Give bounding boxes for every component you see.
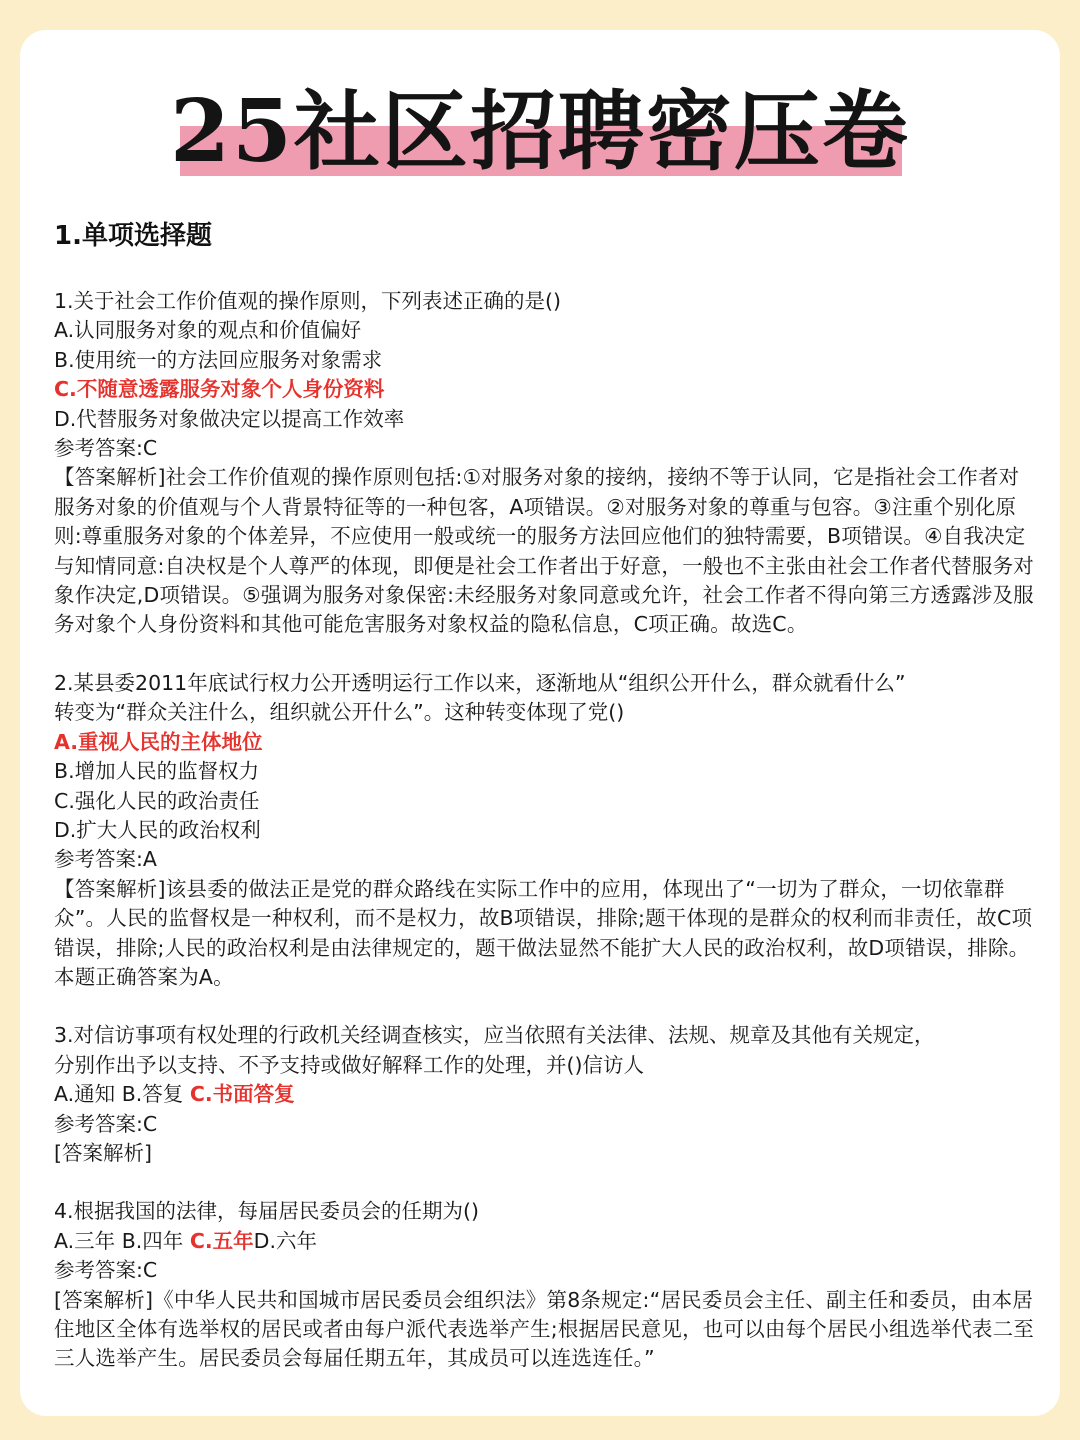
question-4-answer: 参考答案:C (54, 1258, 158, 1283)
question-1 (54, 287, 1040, 640)
page-title: 25社区招聘密压卷 (170, 81, 910, 182)
question-3-option-b: B.答复 (121, 1082, 190, 1107)
question-2-option-a-correct: A.重视人民的主体地位 (54, 729, 263, 754)
question-3-option-a: A.通知 (54, 1082, 122, 1107)
question-2-stem-line-2: 转变为“群众关注什么，组织就公开什么”。这种转变体现了党() (54, 700, 625, 725)
question-3-answer: 参考答案:C (54, 1111, 158, 1136)
content-card (20, 30, 1060, 1416)
section-heading: 1.单项选择题 (54, 221, 212, 251)
question-4-analysis: [答案解析]《中华人民共和国城市居民委员会组织法》第8条规定:“居民委员会主任、副主任和委员，由本居住地区全体有选举权的居民或者由每户派代表选举产生;根据居民意见，也可以由每个居民小组选举代表二至三人选举产生。居民委员会每届任期五年，其成员可以连选连任。” (54, 1287, 1035, 1371)
question-1-option-a: A.认同服务对象的观点和价值偏好 (54, 318, 362, 343)
question-4-options (54, 1227, 1040, 1256)
question-3-option-c-correct: C.书面答复 (189, 1082, 295, 1107)
question-3-stem-line-1: 3.对信访事项有权处理的行政机关经调查核实，应当依照有关法律、法规、规章及其他有关规定， (54, 1023, 935, 1048)
question-1-analysis: 【答案解析]社会工作价值观的操作原则包括:①对服务对象的接纳，接纳不等于认同，它是指社会工作者对服务对象的价值观与个人背景特征等的一种包客，A项错误。②对服务对象的尊重与包容。③注重个别化原则:尊重服务对象的个体差异，不应使用一般或统一的服务方法回应他们的独特需要，B项错误。④自我决定与知情同意:自决权是个人尊严的体现，即便是社会工作者出于好意，一般也不主张由社会工作者代替服务对象作决定,D项错误。⑤强调为服务对象保密:未经服务对象同意或允许，社会工作者不得向第三方透露涉及服务对象个人身份资料和其他可能危害服务对象权益的隐私信息，C项正确。故选C。 (54, 465, 1035, 637)
question-4-option-b: B.四年 (121, 1228, 190, 1253)
questions-container (54, 287, 1040, 1403)
question-1-stem: 1.关于社会工作价值观的操作原则，下列表述正确的是() (54, 289, 562, 313)
question-2 (54, 669, 1040, 992)
question-3-stem-line-2: 分别作出予以支持、不予支持或做好解释工作的处理，并()信访人 (54, 1052, 644, 1077)
question-2-option-d: D.扩大人民的政治权利 (54, 817, 261, 842)
question-4-stem: 4.根据我国的法律，每届居民委员会的任期为() (54, 1199, 480, 1224)
question-2-option-c: C.强化人民的政治责任 (54, 788, 260, 813)
question-1-option-b: B.使用统一的方法回应服务对象需求 (54, 347, 383, 372)
question-3-analysis: [答案解析] (54, 1140, 152, 1165)
question-1-answer: 参考答案:C (54, 436, 158, 461)
question-4-option-c-correct: C.五年 (189, 1228, 254, 1253)
question-3 (54, 1021, 1040, 1168)
question-4-option-d: D.六年 (253, 1228, 317, 1253)
title-block (20, 82, 1060, 192)
question-4 (54, 1197, 1040, 1373)
question-4-option-a: A.三年 (54, 1228, 122, 1253)
question-1-option-c-correct: C.不随意透露服务对象个人身份资料 (54, 377, 385, 402)
question-1-option-d: D.代替服务对象做决定以提高工作效率 (54, 406, 405, 431)
question-2-answer: 参考答案:A (54, 847, 157, 872)
question-3-options (54, 1080, 1040, 1109)
question-2-stem-line-1: 2.某县委2011年底试行权力公开透明运行工作以来，逐渐地从“组织公开什么，群众就看什么” (54, 670, 906, 695)
question-2-analysis: 【答案解析]该县委的做法正是党的群众路线在实际工作中的应用，体现出了“一切为了群众，一切依靠群众”。人民的监督权是一种权利，而不是权力，故B项错误，排除;题干体现的是群众的权利而非责任，故C项错误，排除;人民的政治权利是由法律规定的，题干做法显然不能扩大人民的政治权利，故D项错误，排除。本题正确答案为A。 (54, 876, 1033, 989)
question-2-option-b: B.增加人民的监督权力 (54, 759, 260, 784)
